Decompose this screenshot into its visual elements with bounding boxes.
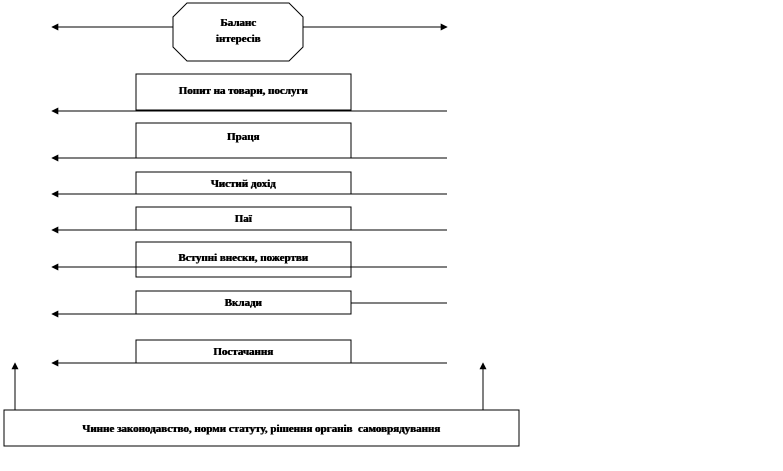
item-supply xyxy=(52,340,447,363)
item-deposits xyxy=(52,291,447,314)
balance-label-line1: Баланс xyxy=(220,17,256,29)
item-label: Постачання xyxy=(213,346,273,358)
item-attract-demand xyxy=(52,74,447,111)
item-labour xyxy=(52,123,447,158)
item-net-income xyxy=(52,172,447,194)
item-label: Вклади xyxy=(224,297,262,309)
balance-label-line2: інтересів xyxy=(215,33,261,45)
item-shares xyxy=(52,207,447,230)
item-label: Паї xyxy=(234,213,252,225)
item-label: Попит на товари, послуги xyxy=(178,85,308,97)
item-label: Чистий дохід xyxy=(210,178,276,190)
item-label: Вступні внески, пожертви xyxy=(178,252,308,264)
legislation-node xyxy=(4,363,519,446)
legislation-label: Чинне законодавство, норми статуту, рішення органів самоврядування xyxy=(82,423,440,435)
item-entry-fees xyxy=(52,242,447,277)
item-label: Праця xyxy=(226,131,260,143)
balance-octagon xyxy=(173,3,303,61)
balance-node xyxy=(52,3,447,61)
